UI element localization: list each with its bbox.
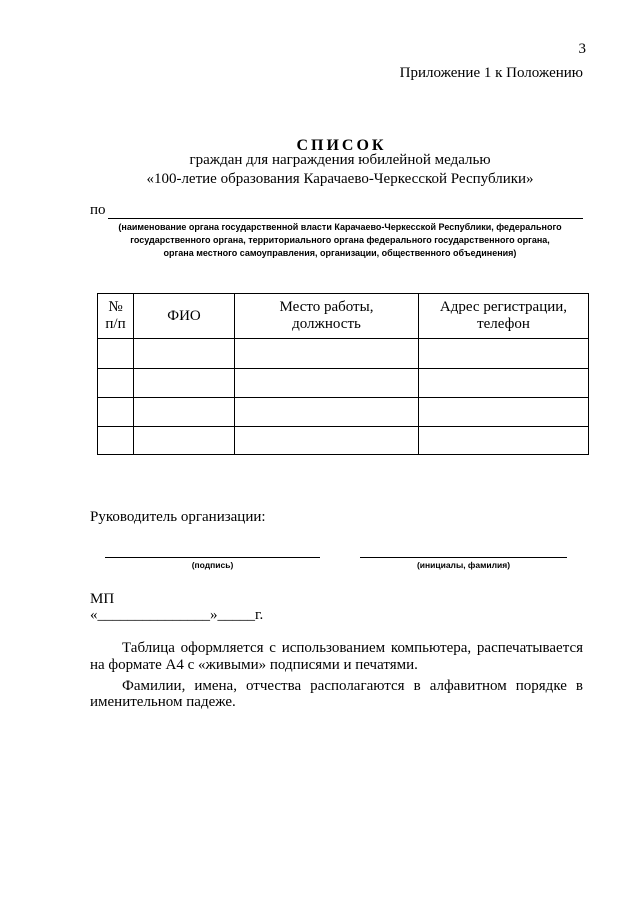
note-paragraph1-line1: Таблица оформляется с использованием компьютера, распечатывается — [122, 640, 583, 656]
header-number — [98, 294, 134, 339]
header-address-line2: телефон — [477, 316, 530, 332]
table-cell — [419, 369, 589, 398]
document-subtitle-line2: «100-летие образования Карачаево-Черкесской Республики» — [146, 171, 534, 187]
organization-caption-line2: государственного органа, территориального органа федерального государственного органа, — [130, 235, 550, 245]
table-cell — [98, 398, 134, 427]
table-row — [98, 339, 589, 369]
citizens-table — [97, 293, 589, 455]
table-cell — [235, 339, 419, 369]
organization-prefix: по — [90, 202, 106, 218]
table-cell — [235, 369, 419, 398]
signature-caption: (подпись) — [191, 560, 234, 570]
name-caption: (инициалы, фамилия) — [416, 560, 511, 570]
header-address-line1: Адрес регистрации, — [439, 299, 568, 315]
date-line: «_______________»_____г. — [90, 607, 264, 623]
stamp-mark: МП — [90, 591, 115, 607]
appendix-reference: Приложение 1 к Положению — [399, 65, 583, 81]
table-cell — [98, 339, 134, 369]
head-of-organization-label: Руководитель организации: — [90, 509, 266, 525]
note-paragraph2-line1: Фамилии, имена, отчества располагаются в алфавитном порядке в — [122, 678, 583, 694]
header-number-line1: № — [108, 299, 123, 315]
table-header-row — [98, 294, 589, 339]
table-cell — [419, 398, 589, 427]
table-cell — [419, 427, 589, 455]
document-title: СПИСОК — [296, 137, 387, 154]
organization-caption-line1: (наименование органа государственной власти Карачаево-Черкесской Республики, федерального — [118, 222, 562, 232]
table-cell — [134, 339, 235, 369]
table-cell — [98, 369, 134, 398]
header-address — [419, 294, 589, 339]
page-number: 3 — [578, 41, 586, 57]
organization-caption-line3: органа местного самоуправления, организации, общественного объединения) — [163, 248, 517, 258]
name-line — [360, 557, 567, 558]
table-row — [98, 427, 589, 455]
note-paragraph2-line2: именительном падеже. — [90, 694, 236, 710]
header-full-name-line1: ФИО — [167, 307, 201, 324]
signature-line — [105, 557, 320, 558]
table-cell — [134, 398, 235, 427]
header-number-line2: п/п — [105, 316, 126, 332]
table-cell — [98, 427, 134, 455]
note-paragraph1-line2: на формате А4 с «живыми» подписями и печатями. — [90, 657, 418, 673]
header-full-name — [134, 294, 235, 339]
table-cell — [419, 339, 589, 369]
table-cell — [235, 427, 419, 455]
table-cell — [134, 369, 235, 398]
table-cell — [235, 398, 419, 427]
table-row — [98, 398, 589, 427]
table-row — [98, 369, 589, 398]
document-subtitle-line1: граждан для награждения юбилейной медалью — [189, 152, 491, 168]
table-cell — [134, 427, 235, 455]
header-workplace — [235, 294, 419, 339]
organization-name-line — [108, 218, 583, 219]
header-workplace-line2: должность — [292, 316, 361, 332]
header-workplace-line1: Место работы, — [279, 299, 374, 315]
